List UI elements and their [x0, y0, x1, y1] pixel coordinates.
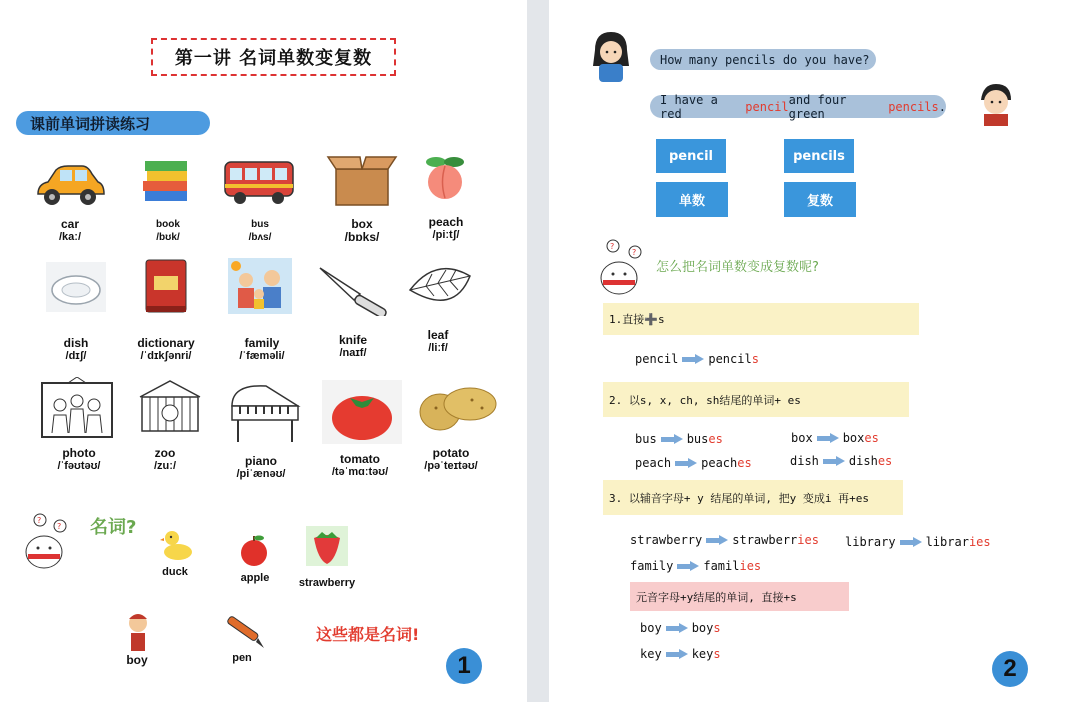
peach-icon: [418, 152, 472, 202]
phonetic-label: /naɪf/: [339, 347, 367, 359]
example-base: key: [640, 647, 662, 661]
page-1: [0, 0, 527, 702]
word-potato: [418, 447, 484, 473]
phonetic-label: /bʌs/: [248, 232, 272, 243]
phonetic-label: /təˈmɑːtəʊ/: [331, 466, 389, 478]
dish-icon: [46, 262, 106, 312]
word-label: car: [60, 217, 80, 231]
example-suffix: s: [751, 352, 759, 366]
example-base: family: [630, 559, 674, 573]
example-library: [845, 535, 991, 549]
arrow-icon: [706, 535, 728, 545]
answer-part: and four green: [788, 92, 847, 121]
girl-avatar-icon: [589, 30, 633, 84]
rule-4: 元音字母+y结尾的单词, 直接+s: [630, 582, 849, 611]
word-dish: [46, 337, 106, 363]
phonetic-label: /zuː/: [154, 460, 176, 472]
example-suffix: ies: [968, 535, 991, 549]
example-base: peach: [635, 456, 672, 470]
example-stem: dish: [848, 454, 878, 468]
example-stem: strawberr: [732, 533, 798, 547]
tomato-icon: [322, 380, 402, 444]
strawberry-icon: [306, 526, 348, 566]
boy-icon: [124, 609, 152, 653]
car-icon: [34, 164, 106, 208]
boy-avatar-icon: [975, 82, 1017, 126]
answer-part-highlight: pencils: [888, 99, 939, 114]
example-base: box: [791, 431, 813, 445]
example-dish: [790, 454, 892, 468]
word-tomato: [322, 453, 398, 479]
word-zoo: [140, 447, 190, 473]
example-peach: [635, 456, 752, 470]
svg-text:?: ?: [37, 516, 42, 525]
noun-duck: duck: [162, 566, 188, 578]
example-suffix: ies: [797, 533, 819, 547]
example-box: [791, 431, 879, 445]
svg-text:?: ?: [57, 522, 62, 531]
example-base: strawberry: [630, 533, 703, 547]
word-label: tomato: [340, 452, 380, 466]
example-stem: boy: [691, 621, 714, 635]
word-label: dictionary: [137, 336, 195, 350]
page-number-1: 1: [446, 648, 482, 684]
phonetic-label: /liːf/: [428, 342, 448, 354]
arrow-icon: [677, 561, 699, 571]
section-label: 课前单词拼读练习: [16, 111, 210, 135]
example-bus: [635, 432, 723, 446]
example-strawberry: [630, 533, 819, 547]
example-suffix: es: [877, 454, 893, 468]
example-stem: pencil: [708, 352, 752, 366]
noun-boy: boy: [126, 653, 148, 667]
example-suffix: es: [864, 431, 879, 445]
question-bubble: How many pencils do you have?: [650, 49, 876, 70]
word-label: zoo: [154, 446, 176, 460]
phonetic-label: /piːtʃ/: [432, 229, 460, 241]
phonetic-label: /pəˈteɪtəʊ/: [424, 460, 478, 472]
answer-part: I have a red: [660, 92, 718, 121]
example-base: boy: [640, 621, 662, 635]
example-family: [630, 559, 761, 573]
word-book: [138, 218, 198, 244]
noun-pen: pen: [232, 652, 252, 664]
word-car: [40, 218, 100, 244]
noun-strawberry: strawberry: [298, 577, 356, 589]
svg-text:?: ?: [632, 248, 637, 257]
page-2: [549, 0, 1080, 702]
label-singular-word: pencil: [656, 139, 726, 173]
page-title: 第一讲 名词单数变复数: [151, 38, 396, 76]
arrow-icon: [661, 434, 683, 444]
example-stem: librar: [925, 535, 969, 549]
noun-apple: apple: [240, 572, 270, 584]
word-leaf: [408, 329, 468, 355]
word-label: family: [244, 336, 280, 350]
example-base: bus: [635, 432, 657, 446]
phonetic-label: /piˈænəʊ/: [236, 468, 286, 480]
example-pencil: [635, 352, 759, 366]
example-base: pencil: [635, 352, 679, 366]
example-stem: key: [691, 647, 714, 661]
example-suffix: ies: [739, 559, 762, 573]
dictionary-icon: [144, 258, 188, 314]
label-plural-word: pencils: [784, 139, 854, 173]
svg-text:?: ?: [610, 242, 615, 251]
zoo-icon: [132, 377, 208, 435]
arrow-icon: [817, 433, 839, 443]
duck-icon: [160, 528, 194, 562]
word-knife: [322, 334, 384, 360]
word-label: photo: [62, 446, 96, 460]
noun-question: 名词?: [90, 517, 137, 538]
example-stem: famil: [703, 559, 740, 573]
all-nouns-note: 这些都是名词!: [316, 625, 420, 644]
piano-icon: [226, 380, 304, 444]
pen-icon: [222, 614, 266, 650]
example-stem: bus: [686, 432, 709, 446]
example-suffix: es: [737, 456, 752, 470]
word-box: [331, 218, 393, 244]
label-singular: 单数: [656, 182, 728, 217]
rule-2: 2. 以s, x, ch, sh结尾的单词+ es: [603, 382, 909, 417]
word-label: box: [351, 217, 373, 231]
answer-part-highlight: pencil: [745, 99, 789, 114]
label-plural: 复数: [784, 182, 856, 217]
arrow-icon: [666, 649, 688, 659]
example-stem: peach: [701, 456, 738, 470]
word-label: knife: [338, 333, 367, 347]
word-photo: [48, 447, 110, 473]
arrow-icon: [682, 354, 704, 364]
box-icon: [326, 151, 398, 207]
phonetic-label: /bɒks/: [344, 230, 380, 244]
apple-icon: [237, 533, 271, 567]
arrow-icon: [900, 537, 922, 547]
bus-icon: [222, 156, 296, 206]
answer-part: .: [938, 99, 946, 114]
phonetic-label: /ˈdɪkʃənri/: [140, 350, 192, 362]
word-label: potato: [432, 446, 470, 460]
example-key: [640, 647, 721, 661]
word-label: piano: [245, 454, 277, 468]
word-label: dish: [63, 336, 89, 350]
word-bus: [230, 218, 290, 244]
page-gutter: [527, 0, 549, 702]
example-suffix: s: [713, 621, 721, 635]
arrow-icon: [675, 458, 697, 468]
word-family: [224, 337, 300, 363]
answer-bubble: [650, 92, 946, 121]
photo-icon: [40, 377, 114, 439]
potato-icon: [412, 380, 502, 436]
example-base: dish: [790, 454, 819, 468]
word-piano: [226, 455, 296, 481]
word-label: bus: [251, 219, 269, 230]
example-base: library: [845, 535, 896, 549]
example-boy: [640, 621, 721, 635]
example-stem: box: [842, 431, 865, 445]
phonetic-label: /kaː/: [58, 231, 81, 243]
bear-thinking-icon: [597, 238, 647, 296]
word-peach: [415, 216, 477, 242]
leaf-icon: [406, 262, 474, 316]
word-label: book: [156, 219, 180, 230]
book-icon: [139, 153, 193, 207]
example-suffix: es: [708, 432, 723, 446]
word-label: peach: [428, 215, 464, 229]
bear-mascot-icon: [22, 512, 72, 572]
how-question: 怎么把名词单数变成复数呢?: [656, 260, 819, 275]
rule-1: 1.直接➕s: [603, 303, 919, 335]
phonetic-label: /ˈfæməli/: [239, 350, 285, 362]
phonetic-label: /dɪʃ/: [65, 350, 87, 362]
example-suffix: s: [713, 647, 721, 661]
word-dictionary: [126, 337, 206, 363]
rule-3: 3. 以辅音字母+ y 结尾的单词, 把y 变成i 再+es: [603, 480, 903, 515]
knife-icon: [316, 264, 394, 316]
phonetic-label: /bʊk/: [156, 232, 180, 243]
page-number-2: 2: [992, 651, 1028, 687]
family-icon: [228, 258, 292, 314]
arrow-icon: [823, 456, 845, 466]
word-label: leaf: [427, 328, 449, 342]
phonetic-label: /ˈfəʊtəʊ/: [57, 460, 101, 472]
arrow-icon: [666, 623, 688, 633]
